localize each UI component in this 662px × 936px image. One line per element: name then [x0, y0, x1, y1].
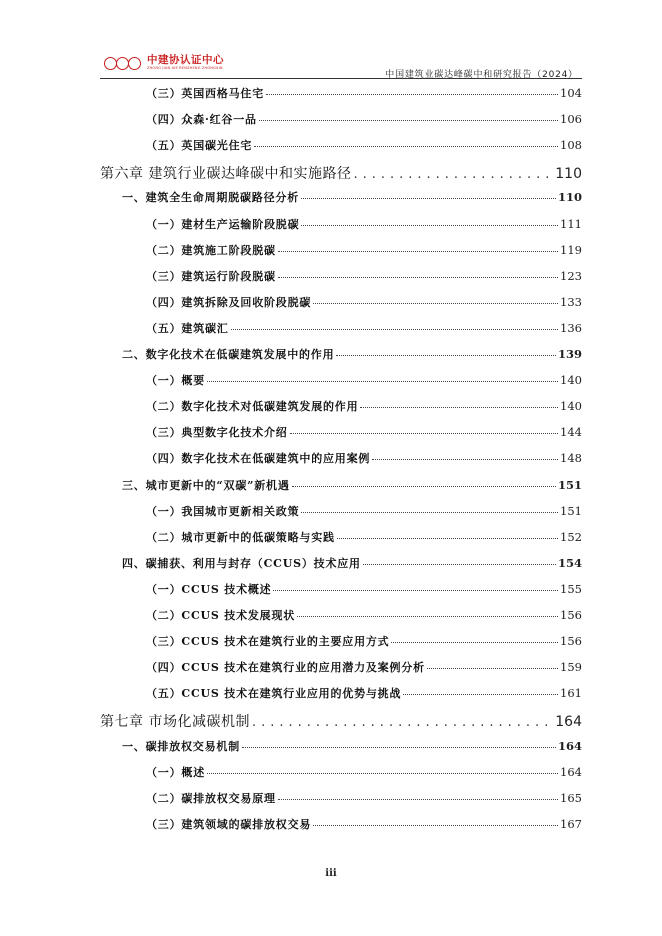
toc-entry[interactable]: [100, 450, 582, 466]
dot-leader: [403, 693, 558, 695]
toc-entry-title: 二、数字化技术在低碳建筑发展中的作用: [122, 348, 335, 361]
dot-leader: [290, 432, 558, 434]
dot-leader: [273, 589, 558, 591]
toc-entry-title: （一）我国城市更新相关政策: [146, 504, 300, 518]
toc-entry[interactable]: [100, 790, 582, 806]
dot-leader: [313, 824, 558, 826]
toc-entry-page: 165: [560, 790, 582, 805]
toc-entry[interactable]: [100, 711, 582, 731]
toc-entry-page: 123: [560, 268, 582, 283]
toc-entry-title: （二）CCUS 技术发展现状: [146, 609, 296, 622]
toc-entry-page: 151: [557, 477, 582, 492]
toc-entry-page: 167: [560, 816, 582, 831]
toc-entry-title: （三）建筑运行阶段脱碳: [146, 269, 276, 283]
toc-entry[interactable]: [100, 555, 582, 571]
toc-entry-page: 161: [560, 686, 582, 701]
toc-entry-title: （一）概要: [146, 374, 205, 388]
toc-entry-title: 四、碳捕获、利用与封存（CCUS）技术应用: [122, 556, 361, 570]
toc-entry-page: 119: [560, 242, 582, 257]
toc-entry-title: （四）CCUS 技术在建筑行业的应用潜力及案例分析: [146, 661, 425, 675]
logo-rings-icon: [104, 56, 144, 70]
toc-entry[interactable]: [100, 607, 582, 623]
page-number: iii: [325, 868, 337, 879]
toc-entry-title: （三）建筑领域的碳排放权交易: [146, 817, 312, 831]
toc-entry-title: （二）建筑施工阶段脱碳: [146, 243, 276, 257]
toc-entry-page: 106: [560, 112, 582, 127]
toc-entry-title: （四）数字化技术在低碳建筑中的应用案例: [146, 452, 371, 466]
toc-entry-page: 151: [560, 503, 582, 518]
dot-leader: [207, 772, 558, 774]
logo-subtext: ZHONG JIAN XIE RENZHENG ZHONGXIN: [147, 66, 223, 70]
toc-entry[interactable]: [100, 268, 582, 284]
toc-entry-page: 108: [560, 138, 582, 153]
toc-entry[interactable]: [100, 372, 582, 388]
toc-entry[interactable]: [100, 816, 582, 832]
toc-entry-page: 110: [555, 166, 582, 183]
dot-leader: [427, 667, 558, 669]
dot-leader: [278, 798, 558, 800]
toc-entry[interactable]: [100, 529, 582, 545]
toc-entry-page: 155: [560, 581, 582, 596]
dot-leader: [297, 615, 558, 617]
toc-entry[interactable]: [100, 111, 582, 127]
toc-entry-page: 154: [557, 555, 582, 570]
toc-entry-title: （五）英国碳光住宅: [146, 139, 253, 153]
toc-entry-page: 136: [560, 320, 582, 335]
dot-leader: [292, 485, 556, 487]
dot-leader: [301, 224, 558, 226]
toc-entry-page: 148: [560, 451, 582, 466]
dot-leader: [231, 328, 558, 330]
toc-entry-page: 144: [560, 425, 582, 440]
toc-entry-title: （二）碳排放权交易原理: [146, 791, 276, 805]
toc-entry-title: （二）数字化技术对低碳建筑发展的作用: [146, 400, 359, 414]
toc-entry[interactable]: [100, 738, 582, 754]
dot-leader: [301, 197, 556, 199]
toc-entry-page: 110: [557, 190, 582, 205]
toc-entry-page: 111: [560, 216, 582, 231]
dot-leader: [207, 380, 558, 382]
toc-entry-page: 164: [555, 714, 582, 731]
toc-entry[interactable]: [100, 581, 582, 597]
toc-entry[interactable]: [100, 424, 582, 440]
toc-entry-title: （三）英国西格马住宅: [146, 87, 264, 100]
toc-entry-page: 159: [560, 660, 582, 675]
toc-entry-title: （一）建材生产运输阶段脱碳: [146, 217, 300, 231]
dot-leader: [363, 563, 556, 565]
dot-leader: [252, 715, 553, 730]
dot-leader: [372, 458, 558, 460]
toc-entry-title: 第六章 建筑行业碳达峰碳中和实施路径: [100, 166, 352, 183]
toc-entry[interactable]: [100, 189, 582, 205]
toc-entry[interactable]: [100, 294, 582, 310]
toc-entry-title: （四）建筑拆除及回收阶段脱碳: [146, 295, 312, 309]
toc-entry[interactable]: [100, 398, 582, 414]
dot-leader: [313, 302, 558, 304]
dot-leader: [278, 276, 558, 278]
dot-leader: [336, 354, 556, 356]
toc-entry[interactable]: [100, 633, 582, 649]
toc-entry[interactable]: [100, 320, 582, 336]
toc-entry-page: 164: [557, 738, 582, 753]
dot-leader: [259, 119, 558, 121]
toc-entry-title: （五）CCUS 技术在建筑行业应用的优势与挑战: [146, 687, 402, 701]
toc-entry-title: （一）概述: [146, 765, 205, 779]
toc-entry-title: （五）建筑碳汇: [146, 321, 229, 335]
toc-entry[interactable]: [100, 477, 582, 493]
toc-entry-page: 140: [560, 373, 582, 388]
toc-entry-page: 152: [560, 529, 582, 544]
toc-entry-page: 133: [560, 294, 582, 309]
toc-entry-page: 156: [560, 634, 582, 649]
toc-entry[interactable]: [100, 242, 582, 258]
dot-leader: [391, 641, 558, 643]
toc-entry-title: （三）CCUS 技术在建筑行业的主要应用方式: [146, 635, 390, 649]
dot-leader: [360, 406, 558, 408]
dot-leader: [353, 167, 553, 182]
toc-entry-page: 104: [560, 86, 582, 100]
toc-entry[interactable]: [100, 346, 582, 362]
toc-entry-title: （二）城市更新中的低碳策略与实践: [146, 530, 335, 544]
logo-text: 中建协认证中心: [147, 54, 224, 66]
toc-entry[interactable]: [100, 137, 582, 153]
dot-leader: [301, 511, 558, 513]
toc-entry[interactable]: [100, 764, 582, 780]
toc-entry-title: 一、碳排放权交易机制: [122, 739, 240, 753]
dot-leader: [242, 746, 556, 748]
dot-leader: [337, 537, 558, 539]
toc-entry-title: （一）CCUS 技术概述: [146, 582, 272, 596]
toc-entry[interactable]: [100, 503, 582, 519]
logo: [104, 52, 224, 74]
toc-entry-page: 164: [560, 764, 582, 779]
toc-entry-page: 156: [560, 608, 582, 622]
toc-entry[interactable]: [100, 659, 582, 675]
toc-entry-title: 一、建筑全生命周期脱碳路径分析: [122, 191, 299, 205]
toc-entry-title: （三）典型数字化技术介绍: [146, 426, 288, 440]
toc-entry[interactable]: [100, 163, 582, 183]
toc-entry-title: 三、城市更新中的“双碳”新机遇: [122, 478, 290, 492]
toc-entry-page: 140: [560, 399, 582, 414]
toc-entry[interactable]: [100, 85, 582, 101]
header-divider: [100, 78, 582, 79]
toc-entry-page: 139: [557, 347, 582, 361]
header-title: 中国建筑业碳达峰碳中和研究报告（2024）: [385, 70, 578, 80]
dot-leader: [266, 93, 558, 95]
dot-leader: [278, 250, 558, 252]
dot-leader: [254, 145, 558, 147]
toc-entry-title: 第七章 市场化减碳机制: [100, 714, 250, 731]
toc-entry[interactable]: [100, 685, 582, 701]
toc-entry-title: （四）众森·红谷一品: [146, 113, 257, 127]
toc-entry[interactable]: [100, 216, 582, 232]
